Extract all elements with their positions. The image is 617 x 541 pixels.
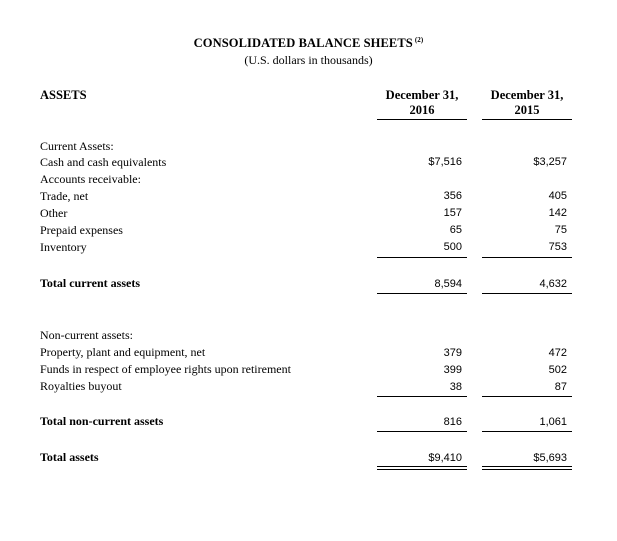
subtotal-rule-2016 (377, 257, 467, 258)
column-header-2016-line1: December 31, (385, 88, 459, 102)
total-noncurrent-rule-2015 (482, 431, 572, 432)
column-header-2015-line1: December 31, (490, 88, 564, 102)
cell-royalties-2015: 87 (554, 381, 567, 393)
row-label-employee-rights: Funds in respect of employee rights upon retirement (40, 362, 291, 376)
cell-total-noncurrent-2016: 816 (443, 416, 462, 428)
cell-total-current-2015: 4,632 (539, 278, 567, 290)
page-title (0, 36, 617, 51)
section-label-assets: ASSETS (40, 88, 87, 102)
page-subtitle: (U.S. dollars in thousands) (244, 53, 373, 67)
noncurrent-assets-heading: Non-current assets: (40, 328, 133, 342)
cell-ppe-2015: 472 (548, 347, 567, 359)
row-label-total-current: Total current assets (40, 276, 140, 290)
subtotal-rule-2015 (482, 257, 572, 258)
total-current-rule-2015 (482, 293, 572, 294)
column-header-2016 (377, 88, 467, 118)
column-header-2016-line2: 2016 (409, 103, 435, 117)
row-label-royalties: Royalties buyout (40, 379, 122, 393)
cell-other-2016: 157 (443, 207, 462, 219)
cell-cash-2016: $7,516 (428, 156, 462, 168)
total-assets-double-rule-top-2016 (377, 466, 467, 467)
cell-cash-2015: $3,257 (533, 156, 567, 168)
row-label-inventory: Inventory (40, 240, 87, 254)
total-noncurrent-rule-2016 (377, 431, 467, 432)
cell-total-noncurrent-2015: 1,061 (539, 416, 567, 428)
row-label-trade-net: Trade, net (40, 189, 89, 203)
cell-total-assets-2015: $5,693 (533, 452, 567, 464)
row-label-other: Other (40, 206, 68, 220)
column-header-underline-2015 (482, 119, 572, 120)
column-header-underline-2016 (377, 119, 467, 120)
cell-other-2015: 142 (548, 207, 567, 219)
cell-total-assets-2016: $9,410 (428, 452, 462, 464)
row-label-prepaid: Prepaid expenses (40, 223, 123, 237)
noncurrent-subtotal-rule-2016 (377, 396, 467, 397)
noncurrent-subtotal-rule-2015 (482, 396, 572, 397)
row-label-cash: Cash and cash equivalents (40, 155, 167, 169)
total-current-rule-2016 (377, 293, 467, 294)
column-header-2015 (482, 88, 572, 118)
cell-trade-net-2016: 356 (443, 190, 462, 202)
cell-ppe-2016: 379 (443, 347, 462, 359)
cell-prepaid-2016: 65 (449, 224, 462, 236)
cell-employee-rights-2015: 502 (548, 364, 567, 376)
accounts-receivable-heading: Accounts receivable: (40, 172, 141, 186)
row-label-ppe: Property, plant and equipment, net (40, 345, 206, 359)
cell-royalties-2016: 38 (449, 381, 462, 393)
cell-employee-rights-2016: 399 (443, 364, 462, 376)
cell-prepaid-2015: 75 (554, 224, 567, 236)
current-assets-heading: Current Assets: (40, 139, 114, 153)
cell-total-current-2016: 8,594 (434, 278, 462, 290)
cell-inventory-2016: 500 (443, 241, 462, 253)
row-label-total-assets: Total assets (40, 450, 99, 464)
title-footnote-marker: (2) (414, 36, 424, 44)
title-text: CONSOLIDATED BALANCE SHEETS (193, 36, 413, 50)
cell-inventory-2015: 753 (548, 241, 567, 253)
total-assets-double-rule-top-2015 (482, 466, 572, 467)
total-assets-double-rule-bottom-2015 (482, 469, 572, 470)
total-assets-double-rule-bottom-2016 (377, 469, 467, 470)
row-label-total-noncurrent: Total non-current assets (40, 414, 164, 428)
column-header-2015-line2: 2015 (514, 103, 540, 117)
cell-trade-net-2015: 405 (548, 190, 567, 202)
